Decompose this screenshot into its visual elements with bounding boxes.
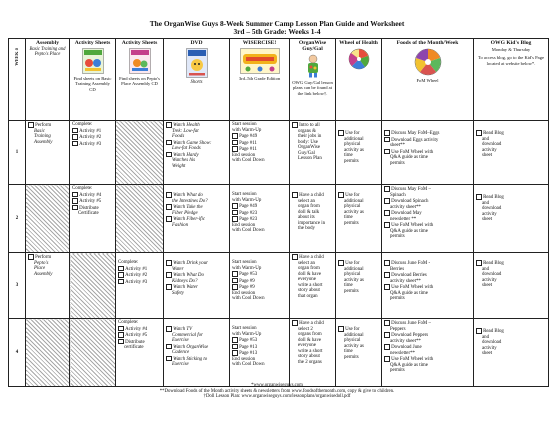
checkbox[interactable] (384, 186, 390, 192)
footer-notes (0, 383, 554, 400)
checkbox[interactable] (292, 254, 298, 260)
checkbox[interactable] (384, 222, 390, 228)
checkbox[interactable] (232, 271, 238, 277)
activity2-cell-empty (116, 121, 164, 185)
foods-cell: Discuss May FoM–Eggs Download Eggs activity sheet** Use FoM Wheel with Q&A guide as time permits (382, 121, 474, 185)
activity-cell-empty (70, 253, 116, 319)
activity-sheets-header: Activity Sheets Find sheets on Basic Training Assembly CD (70, 39, 116, 121)
assembly-cell[interactable]: Perform Basic Training Assembly (26, 121, 70, 185)
checkbox[interactable] (232, 133, 238, 139)
assembly-cell[interactable]: Perform Pepto's Place Assembly (26, 253, 70, 319)
checkbox[interactable] (384, 284, 390, 290)
checkbox[interactable] (232, 284, 238, 290)
checkbox[interactable] (384, 149, 390, 155)
fom-wheel-image (414, 48, 442, 76)
dvd-cell: Watch TV Commercial for Exercise Watch OrganWise Cadence Watch Sticking to Exercise (164, 319, 230, 387)
activity-cell: Complete: Activity #1 Activity #2 Activity #3 (70, 121, 116, 185)
activity-cell-empty (70, 319, 116, 387)
page-title (0, 20, 554, 37)
wisercise-cell: Start session with Warm-Up Page #49 Page #23 Page #23 End session with Cool Down (230, 185, 290, 253)
checkbox[interactable] (338, 192, 344, 198)
checkbox[interactable] (232, 350, 238, 356)
footer-download-note: **Download Foods of the Month activity sheets & newsletters from www.foodsofthemonth.com, copy & give to children. (159, 388, 395, 394)
week-number: 2 (9, 185, 26, 253)
organwise-doll-image (302, 54, 324, 78)
checkbox[interactable] (166, 272, 172, 278)
dvd-header: DVD Shorts (164, 39, 230, 121)
wheel-of-health-header: Wheel of Health (336, 39, 382, 121)
checkbox[interactable] (72, 128, 78, 134)
footer-website[interactable]: *www.organwiseguys.com (251, 383, 303, 388)
week-number: 4 (9, 319, 26, 387)
week-header: WEEK # (9, 39, 26, 121)
activity2-cell: Complete: Activity #4 Activity #5 Distribute certificate (116, 319, 164, 387)
blog-cell: Read Blog and download activity sheet (474, 185, 549, 253)
checkbox[interactable] (166, 122, 172, 128)
activity-cell: Complete: Activity #4 Activity #5 Distribute Certificate (70, 185, 116, 253)
checkbox[interactable] (232, 337, 238, 343)
checkbox[interactable] (118, 266, 124, 272)
foods-cell: Discuss June FoM – Peppers Download Peppers activity sheet** Download June newsletter** Use FoM Wheel with Q&A guide as time permits (382, 319, 474, 387)
wisercise-book-image (240, 48, 280, 74)
week-number: 1 (9, 121, 26, 185)
week-row-3 (9, 253, 549, 319)
wheel-cell: Use for additional physical activity as time permits (336, 319, 382, 387)
checkbox[interactable] (476, 328, 482, 334)
week-row-2 (9, 185, 549, 253)
checkbox[interactable] (292, 320, 298, 326)
checkbox[interactable] (384, 210, 390, 216)
activity-sheets-2-header: Activity Sheets Find sheets on Pepto's Place Assembly CD (116, 39, 164, 121)
checkbox[interactable] (72, 134, 78, 140)
dvd-cover-image (186, 48, 208, 78)
checkbox[interactable] (166, 326, 172, 332)
week-row-1 (9, 121, 549, 185)
checkbox[interactable] (166, 192, 172, 198)
checkbox[interactable] (166, 356, 172, 362)
owg-kids-blog-header: OWG Kid's Blog Monday & Thursday To access blog, go to the Kid's Page located at website below*. (474, 39, 549, 121)
dvd-cell: Watch What do the Intestines Do? Watch Take the Fiber Pledge Watch Fiber-ific Fashion (164, 185, 230, 253)
assembly-cell-empty (26, 185, 70, 253)
dvd-cell: Watch Drink your Water Watch What Do Kidneys Do? Watch Water Safety (164, 253, 230, 319)
checkbox[interactable] (232, 278, 238, 284)
checkbox[interactable] (166, 152, 172, 158)
guygal-cell: Have a child select an organ from doll & have everyone write a short story about that organ (290, 253, 336, 319)
foods-cell: Discuss May FoM – Spinach Download Spinach activity sheet** Download May newsletter ** Use FoM Wheel with Q&A guide as time permits (382, 185, 474, 253)
checkbox[interactable] (338, 326, 344, 332)
wheel-of-health-image (348, 48, 370, 70)
checkbox[interactable] (384, 332, 390, 338)
checkbox[interactable] (384, 320, 390, 326)
checkbox[interactable] (476, 130, 482, 136)
checkbox[interactable] (232, 344, 238, 350)
checkbox[interactable] (28, 122, 34, 128)
activity2-cell: Complete: Activity #1 Activity #2 Activity #3 (116, 253, 164, 319)
blog-cell: Read Blog and download activity sheet (474, 319, 549, 387)
wheel-cell: Use for additional physical activity as time permits (336, 121, 382, 185)
title-line-1: The OrganWise Guys 8-Week Summer Camp Lesson Plan Guide and Worksheet (149, 19, 405, 28)
checkbox[interactable] (232, 216, 238, 222)
checkbox[interactable] (118, 272, 124, 278)
checkbox[interactable] (166, 140, 172, 146)
checkbox[interactable] (232, 210, 238, 216)
guygal-cell: Have a child select an organ from doll & talk about its importance in the body (290, 185, 336, 253)
checkbox[interactable] (384, 130, 390, 136)
checkbox[interactable] (166, 260, 172, 266)
guygal-cell: Have a child select 2 organs from doll & have everyone write a short story about the 2 organs (290, 319, 336, 387)
wisercise-cell: Start session with Warm-Up Page #49 Page #11 Page #11 End session with Cool Down (230, 121, 290, 185)
wisercise-cell: Start session with Warm-Up Page #53 Page #13 Page #13 End session with Cool Down (230, 319, 290, 387)
wisercise-cell: Start session with Warm-Up Page #53 Page #9 Page #9 End session with Cool Down (230, 253, 290, 319)
checkbox[interactable] (118, 339, 124, 345)
checkbox[interactable] (476, 260, 482, 266)
checkbox[interactable] (118, 332, 124, 338)
checkbox[interactable] (338, 260, 344, 266)
week-number: 3 (9, 253, 26, 319)
checkbox[interactable] (28, 254, 34, 260)
blog-cell: Read Blog and download activity sheet (474, 121, 549, 185)
checkbox[interactable] (72, 205, 78, 211)
wheel-cell: Use for additional physical activity as time permits (336, 185, 382, 253)
lesson-plan-table (8, 38, 549, 387)
checkbox[interactable] (72, 192, 78, 198)
checkbox[interactable] (166, 216, 172, 222)
checkbox[interactable] (384, 272, 390, 278)
checkbox[interactable] (72, 198, 78, 204)
checkbox[interactable] (384, 137, 390, 143)
wisercise-header: WISERCISE! 3rd–5th Grade Edition (230, 39, 290, 121)
header-row (9, 39, 549, 121)
checkbox[interactable] (384, 260, 390, 266)
checkbox[interactable] (166, 344, 172, 350)
checkbox[interactable] (72, 141, 78, 147)
blog-cell: Read Blog and download activity sheet (474, 253, 549, 319)
checkbox[interactable] (384, 356, 390, 362)
assembly-header: Assembly Basic Training and Pepto's Place (26, 39, 70, 121)
assembly-cell-empty (26, 319, 70, 387)
checkbox[interactable] (476, 194, 482, 200)
title-line-2: 3rd – 5th Grade: Weeks 1-4 (233, 27, 321, 37)
peptos-place-cd-image (129, 48, 151, 74)
checkbox[interactable] (384, 198, 390, 204)
checkbox[interactable] (384, 344, 390, 350)
checkbox[interactable] (232, 146, 238, 152)
dvd-cell: Watch Health Trek: Low-fat Foods Watch Game Show: Low-fat Foods Watch Hardy Watches his Weight (164, 121, 230, 185)
checkbox[interactable] (232, 203, 238, 209)
checkbox[interactable] (166, 204, 172, 210)
foods-cell: Discuss June FoM - Berries Download Berries activity sheet** Use FoM Wheel with Q&A guide as time permits (382, 253, 474, 319)
guygal-cell: Intro to all organs & their jobs in body: Use OrganWise Guy/Gal Lesson Plan (290, 121, 336, 185)
checkbox[interactable] (118, 326, 124, 332)
foods-of-month-header: Foods of the Month/Week FoM Wheel (382, 39, 474, 121)
checkbox[interactable] (166, 284, 172, 290)
checkbox[interactable] (292, 192, 298, 198)
checkbox[interactable] (118, 279, 124, 285)
activity2-cell-empty (116, 185, 164, 253)
basic-training-cd-image (82, 48, 104, 74)
wheel-cell: Use for additional physical activity as time permits (336, 253, 382, 319)
checkbox[interactable] (292, 122, 298, 128)
checkbox[interactable] (338, 130, 344, 136)
week-row-4 (9, 319, 549, 387)
footer-doll-lesson-plan[interactable]: †Doll Lesson Plan: www.organwiseguys.com/lessonplans/organwisedoll.pdf (203, 394, 351, 400)
checkbox[interactable] (232, 140, 238, 146)
organwise-guygal-header: OrganWise Guy/Gal OWG Guy/Gal lesson plans can be found at the link below†. (290, 39, 336, 121)
